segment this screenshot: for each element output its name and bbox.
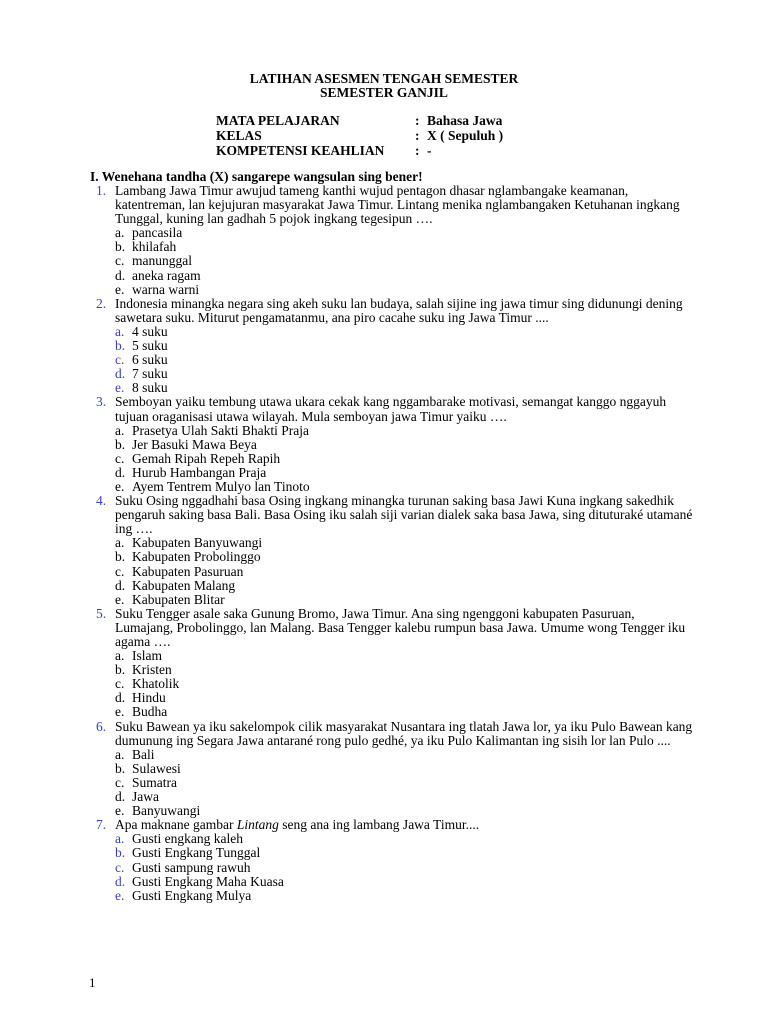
subject-info (216, 113, 503, 158)
answer-option[interactable] (115, 254, 696, 268)
option-letter: a. (115, 535, 125, 551)
info-colon: : (415, 128, 420, 143)
option-text: Kabupaten Pasuruan (132, 563, 244, 579)
option-letter: e. (115, 803, 125, 819)
document-title: LATIHAN ASESMEN TENGAH SEMESTER (249, 71, 519, 86)
answer-option[interactable] (115, 790, 696, 804)
option-letter: b. (115, 239, 126, 255)
question-number: 4. (96, 493, 107, 509)
option-letter: c. (115, 352, 125, 368)
question-number: 7. (96, 817, 107, 833)
option-letter: c. (115, 450, 125, 466)
option-text: 7 suku (132, 366, 168, 382)
option-letter: a. (115, 831, 125, 847)
option-text: Banyuwangi (132, 803, 201, 819)
option-text: pancasila (132, 225, 183, 241)
option-letter: b. (115, 338, 126, 354)
answer-option[interactable] (115, 649, 696, 663)
question-item (96, 184, 696, 297)
option-text: Sumatra (132, 774, 177, 790)
question-text: Apa maknane gambar Lintang seng ana ing lambang Jawa Timur.... (115, 817, 480, 833)
option-text: Jer Basuki Mawa Beya (132, 436, 257, 452)
answer-option[interactable] (115, 536, 696, 550)
option-letter: b. (115, 549, 126, 565)
answer-option[interactable] (115, 353, 696, 367)
option-letter: c. (115, 859, 125, 875)
answer-option[interactable] (115, 593, 696, 607)
question-item (96, 720, 696, 819)
answer-option[interactable] (115, 367, 696, 381)
page-number: 1 (89, 975, 96, 990)
option-letter: c. (115, 774, 125, 790)
question-text: Suku Bawean ya iku sakelompok cilik masyarakat Nusantara ing tlatah Jawa lor, ya iku Pulo Bawean kang dumunung ing Segara Jawa antarané rong pulo gedhé, ya iku Pulo Kalimantan ing sisih lor lan Pulo .... (115, 718, 693, 748)
option-text: Prasetya Ulah Sakti Bhakti Praja (132, 422, 309, 438)
option-text: Gusti sampung rawuh (132, 859, 251, 875)
option-text: Hurub Hambangan Praja (132, 464, 267, 480)
option-text: Khatolik (132, 676, 180, 692)
info-value: - (427, 143, 432, 158)
option-text: Sulawesi (132, 760, 181, 776)
option-letter: d. (115, 464, 126, 480)
option-text: warna warni (132, 281, 200, 297)
info-label: MATA PELAJARAN (216, 113, 340, 128)
document-subtitle: SEMESTER GANJIL (320, 85, 448, 100)
option-letter: d. (115, 267, 126, 283)
info-label: KOMPETENSI KEAHLIAN (216, 143, 385, 158)
option-text: Gusti Engkang Mulya (132, 887, 252, 903)
answer-option[interactable] (115, 677, 696, 691)
option-letter: e. (115, 380, 125, 396)
question-item (96, 818, 696, 903)
option-letter: b. (115, 662, 126, 678)
answer-option[interactable] (115, 663, 696, 677)
option-text: 4 suku (132, 323, 168, 339)
option-text: Budha (132, 704, 168, 720)
section-instruction: I. Wenehana tandha (X) sangarepe wangsulan sing bener! (90, 169, 423, 184)
answer-option[interactable] (115, 889, 696, 903)
option-text: manunggal (132, 253, 192, 269)
option-letter: e. (115, 704, 125, 720)
question-number: 6. (96, 718, 107, 734)
question-number: 1. (96, 183, 107, 198)
option-text: Islam (132, 648, 162, 664)
question-item (96, 395, 696, 494)
option-letter: c. (115, 253, 125, 269)
answer-option[interactable] (115, 550, 696, 564)
info-row-subject (216, 113, 503, 128)
answer-option[interactable] (115, 466, 696, 480)
option-text: Kabupaten Banyuwangi (132, 535, 263, 551)
answer-option[interactable] (115, 269, 696, 283)
option-letter: e. (115, 887, 125, 903)
option-letter: d. (115, 577, 126, 593)
answer-option[interactable] (115, 424, 696, 438)
question-text: Suku Tengger asale saka Gunung Bromo, Jawa Timur. Ana sing ngenggoni kabupaten Pasuruan, Lumajang, Probolinggo, lan Malang. Basa Tengger kalebu rumpun basa Jawa. Umume wong Tengger iku agama …. (115, 605, 686, 649)
answer-option[interactable] (115, 875, 696, 889)
question-text: Semboyan yaiku tembung utawa ukara cekak kang nggambarake motivasi, semangat kanggo nggayuh tujuan oraganisasi utawa wilayah. Mula semboyan jawa Timur yaiku …. (115, 394, 667, 424)
option-text: Gusti Engkang Maha Kuasa (132, 873, 284, 889)
option-text: 5 suku (132, 338, 168, 354)
option-letter: b. (115, 436, 126, 452)
option-text: 6 suku (132, 352, 168, 368)
answer-option[interactable] (115, 804, 696, 818)
option-letter: a. (115, 422, 125, 438)
option-text: Kristen (132, 662, 172, 678)
question-number: 3. (96, 394, 107, 410)
answer-option[interactable] (115, 325, 696, 339)
option-text: Gusti Engkang Tunggal (132, 845, 261, 861)
answer-option[interactable] (115, 579, 696, 593)
option-letter: d. (115, 366, 126, 382)
info-value: Bahasa Jawa (427, 113, 503, 128)
info-row-competency (216, 143, 503, 158)
answer-option[interactable] (115, 565, 696, 579)
option-text: aneka ragam (132, 267, 201, 283)
question-number: 2. (96, 295, 107, 311)
option-text: 8 suku (132, 380, 168, 396)
answer-option[interactable] (115, 452, 696, 466)
option-letter: c. (115, 563, 125, 579)
option-letter: b. (115, 760, 126, 776)
answer-option[interactable] (115, 438, 696, 452)
answer-option[interactable] (115, 776, 696, 790)
option-letter: d. (115, 873, 126, 889)
question-number: 5. (96, 605, 107, 621)
answer-option[interactable] (115, 861, 696, 875)
question-text: Indonesia minangka negara sing akeh suku lan budaya, salah sijine ing jawa timur sing didunungi dening sawetara suku. Miturut pengamatanmu, ana piro cacahe suku ing Jawa Timur .... (115, 295, 683, 325)
answer-option[interactable] (115, 748, 696, 762)
question-item (96, 494, 696, 607)
answer-option[interactable] (115, 339, 696, 353)
question-text: Suku Osing nggadhahi basa Osing ingkang minangka turunan saking basa Jawi Kuna ingkang sakedhik pengaruh saking basa Bali. Basa Osing iku salah siji varian dialek saka basa Jawa, sing dituturaké utamané ing …. (115, 493, 693, 537)
option-letter: a. (115, 648, 125, 664)
option-letter: b. (115, 845, 126, 861)
answer-option[interactable] (115, 705, 696, 719)
question-item (96, 607, 696, 720)
option-letter: a. (115, 225, 125, 241)
info-value: X ( Sepuluh ) (427, 128, 504, 143)
option-text: Kabupaten Blitar (132, 591, 225, 607)
info-label: KELAS (216, 128, 262, 143)
answer-option[interactable] (115, 480, 696, 494)
option-text: Hindu (132, 690, 166, 706)
option-letter: e. (115, 281, 125, 297)
option-text: Gemah Ripah Repeh Rapih (132, 450, 281, 466)
option-letter: c. (115, 676, 125, 692)
info-row-class (216, 128, 503, 143)
option-letter: d. (115, 789, 126, 805)
option-text: khilafah (132, 239, 177, 255)
answer-option[interactable] (115, 381, 696, 395)
option-text: Gusti engkang kaleh (132, 831, 243, 847)
question-list (96, 184, 696, 903)
option-text: Kabupaten Malang (132, 577, 236, 593)
answer-option[interactable] (115, 226, 696, 240)
option-letter: e. (115, 591, 125, 607)
option-letter: a. (115, 323, 125, 339)
option-letter: e. (115, 478, 125, 494)
option-letter: a. (115, 746, 125, 762)
answer-option[interactable] (115, 832, 696, 846)
answer-option[interactable] (115, 283, 696, 297)
answer-option[interactable] (115, 691, 696, 705)
answer-option[interactable] (115, 846, 696, 860)
option-text: Jawa (132, 789, 159, 805)
answer-option[interactable] (115, 240, 696, 254)
answer-option[interactable] (115, 762, 696, 776)
option-text: Ayem Tentrem Mulyo lan Tinoto (132, 478, 310, 494)
option-text: Bali (132, 746, 155, 762)
question-item (96, 297, 696, 396)
info-colon: : (415, 143, 420, 158)
option-letter: d. (115, 690, 126, 706)
option-text: Kabupaten Probolinggo (132, 549, 261, 565)
info-colon: : (415, 113, 420, 128)
question-text: Lambang Jawa Timur awujud tameng kanthi wujud pentagon dhasar nglambangake keamanan, katentreman, lan kejujuran masyarakat Jawa Timur. Lintang menika nglambangaken Ketuhanan ingkang Tunggal, kuning lan gadhah 5 pojok ingkang tegesipun …. (115, 183, 680, 227)
